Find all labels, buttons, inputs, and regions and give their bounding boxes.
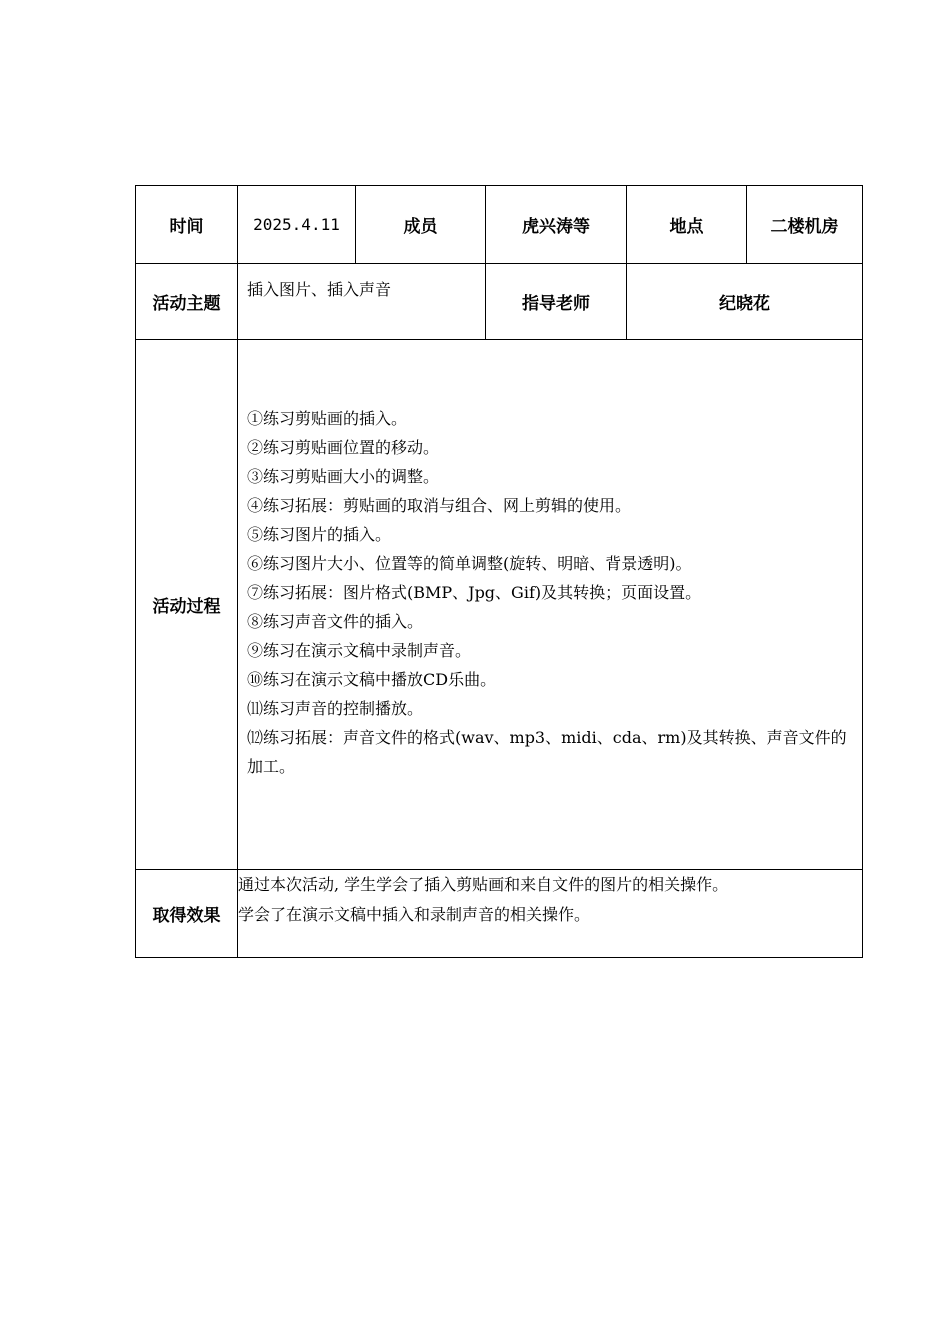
process-step: ④练习拓展：剪贴画的取消与组合、网上剪辑的使用。 xyxy=(247,496,632,515)
process-step: ⑨练习在演示文稿中录制声音。 xyxy=(247,641,472,660)
process-step: ⑤练习图片的插入。 xyxy=(247,525,392,544)
process-steps xyxy=(238,340,863,870)
process-step: ⑧练习声音文件的插入。 xyxy=(247,612,424,631)
teacher-label: 指导老师 xyxy=(486,264,627,340)
time-value: 2025.4.11 xyxy=(238,186,356,264)
result-line: 通过本次活动, 学生学会了插入剪贴画和来自文件的图片的相关操作。 xyxy=(238,875,729,894)
result-label: 取得效果 xyxy=(136,870,238,958)
info-row xyxy=(136,186,863,264)
members-label: 成员 xyxy=(356,186,486,264)
teacher-value: 纪晓花 xyxy=(627,264,863,340)
topic-value: 插入图片、插入声音 xyxy=(238,264,486,340)
result-text xyxy=(238,870,863,958)
topic-row xyxy=(136,264,863,340)
location-value: 二楼机房 xyxy=(747,186,863,264)
topic-label: 活动主题 xyxy=(136,264,238,340)
members-value: 虎兴涛等 xyxy=(486,186,627,264)
activity-record-table xyxy=(135,185,863,958)
result-line: 学会了在演示文稿中插入和录制声音的相关操作。 xyxy=(238,905,591,924)
time-label: 时间 xyxy=(136,186,238,264)
process-step: ⑦练习拓展：图片格式(BMP、Jpg、Gif)及其转换；页面设置。 xyxy=(247,583,702,602)
process-step: ①练习剪贴画的插入。 xyxy=(247,409,408,428)
process-step: ②练习剪贴画位置的移动。 xyxy=(247,438,440,457)
location-label: 地点 xyxy=(627,186,747,264)
process-row xyxy=(136,340,863,870)
process-step: ⑾练习声音的控制播放。 xyxy=(247,699,424,718)
process-step: ⑩练习在演示文稿中播放CD乐曲。 xyxy=(247,670,497,689)
process-step: ⑥练习图片大小、位置等的简单调整(旋转、明暗、背景透明)。 xyxy=(247,554,692,573)
process-step: ⑿练习拓展：声音文件的格式(wav、mp3、midi、cda、rm)及其转换、声音文件的加工。 xyxy=(247,728,847,776)
process-step: ③练习剪贴画大小的调整。 xyxy=(247,467,440,486)
process-label: 活动过程 xyxy=(136,340,238,870)
result-row xyxy=(136,870,863,958)
